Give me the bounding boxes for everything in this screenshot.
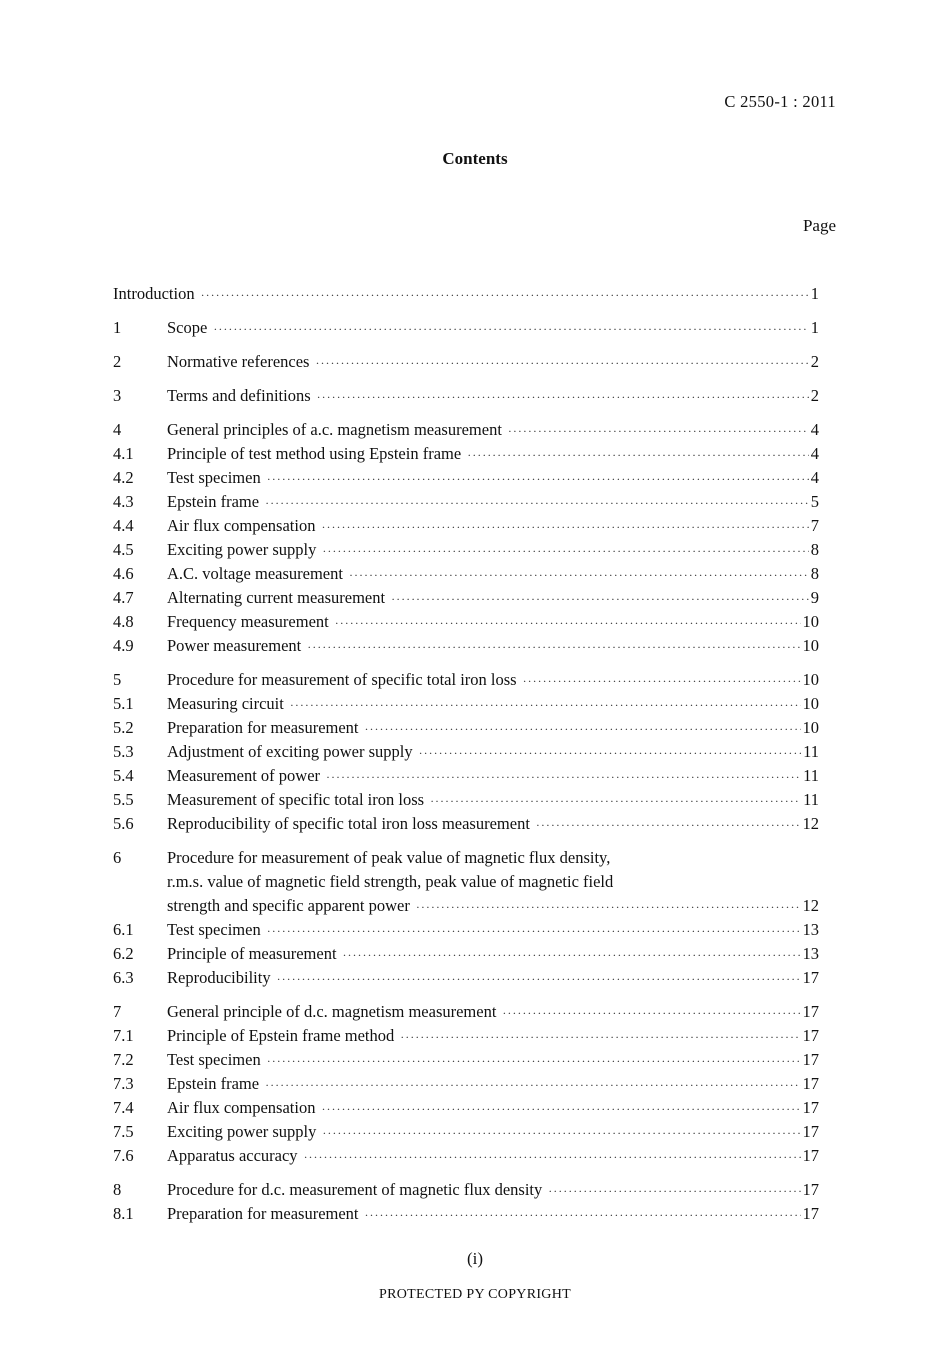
toc-entry-text: Frequency measurement — [167, 612, 329, 631]
toc-entry-text: General principles of a.c. magnetism measurement — [167, 420, 502, 439]
toc-entry[interactable] — [113, 490, 819, 514]
toc-entry[interactable] — [113, 538, 819, 562]
toc-entry[interactable] — [113, 418, 819, 442]
dot-leader — [321, 515, 808, 539]
dot-leader — [322, 1121, 800, 1145]
section-gap — [113, 836, 819, 846]
toc-entry-page: 7 — [810, 516, 819, 535]
toc-entry[interactable] — [113, 740, 819, 764]
dot-leader — [326, 765, 801, 789]
toc-entry-text: Procedure for d.c. measurement of magnetic flux density — [167, 1180, 543, 1199]
toc-entry[interactable] — [113, 466, 819, 490]
toc-entry-page: 17 — [802, 1180, 819, 1199]
toc-entry[interactable] — [113, 1202, 819, 1226]
toc-entry-number: 2 — [113, 352, 122, 371]
toc-entry-continuation[interactable] — [113, 894, 819, 918]
toc-entry-text: Air flux compensation — [167, 516, 316, 535]
toc-entry-number: 6.2 — [113, 944, 134, 963]
toc-entry[interactable] — [113, 1096, 819, 1120]
toc-entry-page: 17 — [802, 1098, 819, 1117]
toc-entry-number: 6.1 — [113, 920, 134, 939]
dot-leader — [349, 563, 809, 587]
toc-entry[interactable] — [113, 788, 819, 812]
toc-entry-page: 10 — [802, 636, 819, 655]
toc-entry-text: Apparatus accuracy — [167, 1146, 298, 1165]
toc-entry-number: 6 — [113, 848, 122, 867]
toc-entry-number: 5.2 — [113, 718, 134, 737]
toc-entry[interactable] — [113, 586, 819, 610]
toc-entry-text: Test specimen — [167, 920, 261, 939]
toc-entry-number: 7 — [113, 1002, 122, 1021]
toc-entry-text: General principle of d.c. magnetism measurement — [167, 1002, 497, 1021]
toc-entry-number: 6.3 — [113, 968, 134, 987]
toc-entry-number: 8.1 — [113, 1204, 134, 1223]
toc-entry-text: Procedure for measurement of specific total iron loss — [167, 670, 517, 689]
toc-entry-page: 5 — [810, 492, 819, 511]
toc-entry[interactable] — [113, 846, 819, 870]
toc-entry-number: 5.3 — [113, 742, 134, 761]
toc-entry-page: 8 — [810, 564, 819, 583]
toc-entry-page: 1 — [810, 284, 819, 303]
toc-entry-page: 17 — [802, 968, 819, 987]
toc-entry[interactable] — [113, 764, 819, 788]
dot-leader — [267, 1049, 801, 1073]
toc-entry-text: Adjustment of exciting power supply — [167, 742, 413, 761]
toc-entry-page: 17 — [802, 1050, 819, 1069]
dot-leader — [400, 1025, 800, 1049]
toc-entry-number: 7.4 — [113, 1098, 134, 1117]
toc-entry-page: 9 — [810, 588, 819, 607]
toc-entry-text: r.m.s. value of magnetic field strength, peak value of magnetic field — [167, 872, 614, 891]
toc-entry[interactable] — [113, 316, 819, 340]
toc-entry-text: Reproducibility — [167, 968, 271, 987]
section-gap — [113, 658, 819, 668]
page-title: Contents — [442, 149, 508, 168]
toc-entry[interactable] — [113, 610, 819, 634]
section-gap — [113, 306, 819, 316]
toc-entry-page: 17 — [802, 1074, 819, 1093]
toc-entry-number: 4.1 — [113, 444, 134, 463]
section-gap — [113, 408, 819, 418]
toc-entry-text: Procedure for measurement of peak value of magnetic flux density, — [167, 848, 611, 867]
dot-leader — [391, 587, 809, 611]
toc-entry-page: 10 — [802, 694, 819, 713]
toc-entry-page: 10 — [802, 718, 819, 737]
toc-entry-page: 11 — [803, 790, 819, 809]
dot-leader — [322, 539, 808, 563]
toc-entry-number: 8 — [113, 1180, 122, 1199]
toc-entry-text: Measurement of power — [167, 766, 321, 785]
toc-entry[interactable] — [113, 812, 819, 836]
dot-leader — [416, 895, 801, 919]
toc-entry[interactable] — [113, 1120, 819, 1144]
toc-entry-page: 13 — [802, 920, 819, 939]
dot-leader — [277, 967, 801, 991]
dot-leader — [548, 1179, 800, 1203]
toc-entry-page: 10 — [802, 670, 819, 689]
toc-entry[interactable] — [113, 942, 819, 966]
toc-entry-continuation[interactable] — [113, 870, 819, 894]
dot-leader — [508, 419, 809, 443]
toc-entry[interactable] — [113, 716, 819, 740]
toc-entry-text: Preparation for measurement — [167, 1204, 359, 1223]
dot-leader — [304, 1145, 801, 1169]
dot-leader — [267, 467, 809, 491]
toc-entry-page: 1 — [810, 318, 819, 337]
toc-entry-page: 4 — [810, 420, 819, 439]
dot-leader — [523, 669, 801, 693]
toc-entry[interactable] — [113, 692, 819, 716]
toc-entry[interactable] — [113, 966, 819, 990]
toc-entry-page: 4 — [810, 444, 819, 463]
toc-entry-text: Principle of Epstein frame method — [167, 1026, 395, 1045]
dot-leader — [365, 717, 801, 741]
toc-entry-number: 4.4 — [113, 516, 134, 535]
toc-entry-number: 5.6 — [113, 814, 134, 833]
section-gap — [113, 1168, 819, 1178]
toc-entry-number: 7.2 — [113, 1050, 134, 1069]
dot-leader — [213, 317, 808, 341]
toc-entry-page: 11 — [803, 766, 819, 785]
toc-entry-text: Preparation for measurement — [167, 718, 359, 737]
toc-entry[interactable] — [113, 514, 819, 538]
toc-entry[interactable] — [113, 1000, 819, 1024]
toc-entry-number: 5 — [113, 670, 122, 689]
dot-leader — [265, 491, 809, 515]
toc-entry-number: 5.5 — [113, 790, 134, 809]
toc-entry-page: 2 — [810, 352, 819, 371]
toc-entry-number: 4.8 — [113, 612, 134, 631]
dot-leader — [467, 443, 809, 467]
toc-entry-text: Epstein frame — [167, 492, 260, 511]
table-of-contents — [113, 282, 819, 1226]
toc-entry-text: Air flux compensation — [167, 1098, 316, 1117]
toc-entry-text: Exciting power supply — [167, 540, 317, 559]
toc-entry-number: 7.3 — [113, 1074, 134, 1093]
dot-leader — [502, 1001, 800, 1025]
toc-entry-number: 7.6 — [113, 1146, 134, 1165]
toc-entry-page: 2 — [810, 386, 819, 405]
toc-entry-number: 5.4 — [113, 766, 134, 785]
toc-entry-text: Principle of measurement — [167, 944, 337, 963]
toc-entry[interactable] — [113, 634, 819, 658]
toc-entry-page: 11 — [803, 742, 819, 761]
toc-entry-text: Principle of test method using Epstein frame — [167, 444, 462, 463]
toc-entry-text: strength and specific apparent power — [167, 896, 410, 915]
dot-leader — [315, 351, 808, 375]
toc-entry-page: 8 — [810, 540, 819, 559]
section-gap — [113, 340, 819, 350]
toc-entry-page: 10 — [802, 612, 819, 631]
toc-entry-number: 4.3 — [113, 492, 134, 511]
toc-entry[interactable] — [113, 442, 819, 466]
document-id: C 2550-1 : 2011 — [724, 92, 836, 111]
toc-entry-number: 4.6 — [113, 564, 134, 583]
toc-entry-page: 17 — [802, 1026, 819, 1045]
dot-leader — [201, 283, 809, 307]
toc-entry[interactable] — [113, 668, 819, 692]
dot-leader — [317, 385, 809, 409]
dot-leader — [307, 635, 800, 659]
toc-entry-number: 1 — [113, 318, 122, 337]
toc-entry-text: A.C. voltage measurement — [167, 564, 343, 583]
toc-entry[interactable] — [113, 562, 819, 586]
toc-entry-text: Test specimen — [167, 468, 261, 487]
page-column-header: Page — [802, 216, 836, 235]
toc-entry-text: Normative references — [167, 352, 310, 371]
toc-entry-number: 5.1 — [113, 694, 134, 713]
toc-entry[interactable] — [113, 350, 819, 374]
toc-entry-number: 7.5 — [113, 1122, 134, 1141]
section-gap — [113, 990, 819, 1000]
dot-leader — [321, 1097, 800, 1121]
toc-entry[interactable] — [113, 1024, 819, 1048]
dot-leader — [265, 1073, 800, 1097]
toc-entry-text: Power measurement — [167, 636, 302, 655]
dot-leader — [430, 789, 801, 813]
toc-entry-number: 3 — [113, 386, 122, 405]
toc-entry-number: 7.1 — [113, 1026, 134, 1045]
toc-entry-page: 17 — [802, 1122, 819, 1141]
toc-entry-text: Terms and definitions — [167, 386, 311, 405]
page-folio: (i) — [466, 1249, 484, 1268]
toc-entry-page: 12 — [802, 814, 819, 833]
toc-entry-text: Reproducibility of specific total iron loss measurement — [167, 814, 530, 833]
toc-entry-text: Test specimen — [167, 1050, 261, 1069]
toc-entry-number: 4.7 — [113, 588, 134, 607]
toc-entry-page: 17 — [802, 1204, 819, 1223]
section-gap — [113, 374, 819, 384]
toc-entry-number: 4.9 — [113, 636, 134, 655]
dot-leader — [343, 943, 801, 967]
dot-leader — [335, 611, 801, 635]
toc-entry-text: Measurement of specific total iron loss — [167, 790, 425, 809]
dot-leader — [267, 919, 801, 943]
toc-entry-page: 17 — [802, 1146, 819, 1165]
toc-entry[interactable] — [113, 1072, 819, 1096]
toc-entry-number: 4.5 — [113, 540, 134, 559]
copyright-notice: PROTECTED PY COPYRIGHT — [379, 1287, 571, 1302]
dot-leader — [419, 741, 801, 765]
toc-entry-text: Alternating current measurement — [167, 588, 386, 607]
toc-entry-text: Exciting power supply — [167, 1122, 317, 1141]
toc-entry-page: 13 — [802, 944, 819, 963]
toc-entry[interactable] — [113, 384, 819, 408]
toc-entry-number: 4 — [113, 420, 122, 439]
toc-entry-page: 4 — [810, 468, 819, 487]
toc-entry[interactable] — [113, 918, 819, 942]
toc-entry-text: Introduction — [113, 284, 195, 303]
toc-entry-page: 12 — [802, 896, 819, 915]
toc-entry[interactable] — [113, 1144, 819, 1168]
dot-leader — [536, 813, 801, 837]
toc-entry-text: Measuring circuit — [167, 694, 284, 713]
toc-entry-page: 17 — [802, 1002, 819, 1021]
toc-entry-text: Epstein frame — [167, 1074, 260, 1093]
toc-entry-number: 4.2 — [113, 468, 134, 487]
dot-leader — [365, 1203, 801, 1227]
toc-entry[interactable] — [113, 1048, 819, 1072]
toc-entry-introduction[interactable] — [113, 282, 819, 306]
dot-leader — [290, 693, 801, 717]
toc-entry[interactable] — [113, 1178, 819, 1202]
toc-entry-text: Scope — [167, 318, 208, 337]
